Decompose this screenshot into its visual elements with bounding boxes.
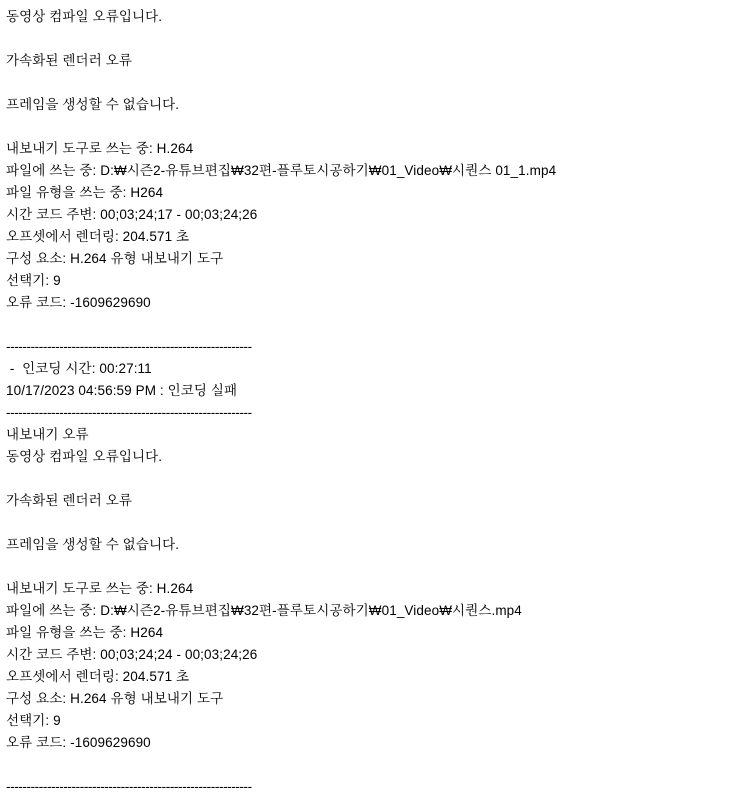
log-line: 파일에 쓰는 중: D:₩시즌2-유튜브편집₩32편-플루토시공하기₩01_Video₩시퀀스 01_1.mp4 <box>6 163 557 178</box>
log-line: 구성 요소: H.264 유형 내보내기 도구 <box>6 251 224 266</box>
log-blank-line <box>6 556 733 578</box>
log-line: - 인코딩 시간: 00:27:11 <box>6 361 152 376</box>
log-line: 시간 코드 주변: 00;03;24;17 - 00;03;24;26 <box>6 207 258 222</box>
log-blank-line <box>6 314 733 336</box>
log-line: 동영상 컴파일 오류입니다. <box>6 449 163 464</box>
log-line: 선택기: 9 <box>6 713 61 728</box>
log-blank-line <box>6 468 733 490</box>
log-line: 오프셋에서 렌더링: 204.571 초 <box>6 669 190 684</box>
log-line: 10/17/2023 04:56:59 PM : 인코딩 실패 <box>6 383 238 398</box>
log-line: 프레임을 생성할 수 없습니다. <box>6 97 180 112</box>
log-blank-line <box>6 72 733 94</box>
log-line: 오프셋에서 렌더링: 204.571 초 <box>6 229 190 244</box>
log-line: 가속화된 렌더러 오류 <box>6 53 132 68</box>
log-blank-line <box>6 512 733 534</box>
log-line: 오류 코드: -1609629690 <box>6 295 151 310</box>
log-separator-line: ------------------------------------------------------------ <box>6 405 252 420</box>
log-line: 선택기: 9 <box>6 273 61 288</box>
log-line: 파일 유형을 쓰는 중: H264 <box>6 625 164 640</box>
log-blank-line <box>6 116 733 138</box>
log-line: 내보내기 도구로 쓰는 중: H.264 <box>6 581 194 596</box>
log-blank-line <box>6 28 733 50</box>
log-line: 동영상 컴파일 오류입니다. <box>6 9 163 24</box>
log-line: 가속화된 렌더러 오류 <box>6 493 132 508</box>
log-separator-line: ------------------------------------------------------------ <box>6 339 252 354</box>
log-line: 파일 유형을 쓰는 중: H264 <box>6 185 164 200</box>
log-separator-line: ------------------------------------------------------------ <box>6 779 252 794</box>
log-line: 내보내기 오류 <box>6 427 89 442</box>
log-line: 내보내기 도구로 쓰는 중: H.264 <box>6 141 194 156</box>
log-line: 파일에 쓰는 중: D:₩시즌2-유튜브편집₩32편-플루토시공하기₩01_Video₩시퀀스.mp4 <box>6 603 522 618</box>
log-line: 프레임을 생성할 수 없습니다. <box>6 537 180 552</box>
log-line: 구성 요소: H.264 유형 내보내기 도구 <box>6 691 224 706</box>
log-line: 시간 코드 주변: 00;03;24;24 - 00;03;24;26 <box>6 647 258 662</box>
log-blank-line <box>6 754 733 776</box>
log-line: 오류 코드: -1609629690 <box>6 735 151 750</box>
